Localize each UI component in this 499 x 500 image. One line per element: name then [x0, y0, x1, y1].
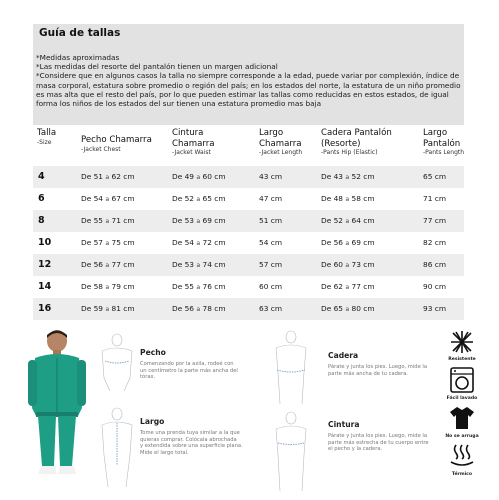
- waist-cell: De 54 a 72 cm: [172, 238, 226, 247]
- pants-length-cell: 93 cm: [423, 304, 447, 313]
- chest-cell: De 59 a 81 cm: [81, 304, 135, 313]
- pants-length-cell: 71 cm: [423, 194, 447, 203]
- chest-cell: De 58 a 79 cm: [81, 282, 135, 291]
- washing-machine-icon: [449, 367, 475, 393]
- chest-silhouette-icon: [96, 333, 138, 393]
- hip-cell: De 52 a 64 cm: [321, 216, 375, 225]
- care-label-termico: Térmico: [451, 472, 473, 477]
- hip-cell: De 60 a 73 cm: [321, 260, 375, 269]
- hip-cell: De 48 a 58 cm: [321, 194, 375, 203]
- chest-cell: De 54 a 67 cm: [81, 194, 135, 203]
- measurement-guide: [0, 325, 499, 500]
- care-label-resistente: Resistente: [448, 357, 476, 362]
- waist-cell: De 53 a 74 cm: [172, 260, 226, 269]
- guide-text-pecho: Comenzando por la axila, rodeé con un centímetro la parte más ancha del tórax.: [140, 361, 238, 381]
- size-cell: 4: [38, 171, 45, 182]
- table-header: [33, 125, 464, 166]
- column-header-size: Talla -Size: [37, 128, 57, 146]
- waist-cell: De 49 a 60 cm: [172, 172, 226, 181]
- column-header-jacket-length: Largo Chamarra -Jacket Length: [259, 128, 303, 156]
- size-cell: 10: [38, 237, 52, 248]
- column-header-jacket-waist: Cintura Chamarra -Jacket Waist: [172, 128, 215, 156]
- waist-cell: De 55 a 76 cm: [172, 282, 226, 291]
- hip-cell: De 56 a 69 cm: [321, 238, 375, 247]
- chest-cell: De 56 a 77 cm: [81, 260, 135, 269]
- hip-cell: De 65 a 80 cm: [321, 304, 375, 313]
- length-silhouette-icon: [96, 407, 138, 489]
- size-cell: 14: [38, 281, 52, 292]
- pants-length-cell: 86 cm: [423, 260, 447, 269]
- waist-cell: De 56 a 78 cm: [172, 304, 226, 313]
- table-row: [33, 188, 464, 210]
- guide-text-largo: Tome una prenda tuya similar a la que quieras comprar. Colócala abrochada y extendida sobre una superficie plana. Mide el largo total.: [140, 430, 243, 456]
- note-line: *Medidas aproximadas: [36, 53, 120, 62]
- guide-title-pecho: Pecho: [140, 348, 166, 357]
- waist-cell: De 53 a 69 cm: [172, 216, 226, 225]
- hip-cell: De 62 a 77 cm: [321, 282, 375, 291]
- jacket-length-cell: 47 cm: [259, 194, 283, 203]
- care-label-no-se-arruga: No se arruga: [445, 434, 479, 439]
- chest-cell: De 51 a 62 cm: [81, 172, 135, 181]
- guide-text-cintura: Párate y junta los pies. Luego, mide la parte más estrecha de tu cuerpo entre el pecho y la cadera.: [328, 433, 429, 453]
- guide-title-largo: Largo: [140, 417, 165, 426]
- note-line: masa corporal, estatura sobre promedio o región del país; en los estados del norte, la estatura de un niño promedio: [36, 80, 461, 90]
- pants-length-cell: 90 cm: [423, 282, 447, 291]
- waist-cell: De 52 a 65 cm: [172, 194, 226, 203]
- fabric-icon: [449, 329, 475, 355]
- jacket-length-cell: 54 cm: [259, 238, 283, 247]
- note-line: *Considere que en algunos casos la talla no siempre corresponde a la edad, puede variar por complexión, índice de: [36, 71, 460, 81]
- shirt-icon: [449, 405, 475, 431]
- jacket-length-cell: 60 cm: [259, 282, 283, 291]
- chest-cell: De 55 a 71 cm: [81, 216, 135, 225]
- guide-title-cintura: Cintura: [328, 420, 360, 429]
- size-guide-header: [33, 24, 464, 125]
- jacket-length-cell: 57 cm: [259, 260, 283, 269]
- pants-length-cell: 77 cm: [423, 216, 447, 225]
- pants-length-cell: 82 cm: [423, 238, 447, 247]
- table-row: [33, 298, 464, 320]
- note-line: forma los niños de los estados del sur tienen una estatura promedio mas baja: [36, 99, 322, 109]
- size-cell: 16: [38, 303, 52, 314]
- table-row: [33, 232, 464, 254]
- waist-silhouette-icon: [262, 411, 320, 493]
- table-row: [33, 210, 464, 232]
- care-label-facil-lavado: Fácil lavado: [446, 396, 478, 401]
- table-row: [33, 166, 464, 188]
- guide-title-cadera: Cadera: [328, 351, 359, 360]
- jacket-length-cell: 43 cm: [259, 172, 283, 181]
- size-table: [33, 125, 464, 321]
- guide-text-cadera: Párate y junta los pies. Luego, mide la parte más ancha de tu cadera.: [328, 364, 428, 377]
- hip-silhouette-icon: [262, 330, 320, 406]
- hip-cell: De 43 a 52 cm: [321, 172, 375, 181]
- thermal-icon: [449, 443, 475, 469]
- chest-cell: De 57 a 75 cm: [81, 238, 135, 247]
- jacket-length-cell: 51 cm: [259, 216, 283, 225]
- column-header-pants-hip: Cadera Pantalón (Resorte) -Pants Hip (Elastic): [321, 128, 392, 156]
- page-title: Guía de tallas: [39, 27, 121, 39]
- size-cell: 12: [38, 259, 52, 270]
- table-row: [33, 254, 464, 276]
- child-model-image: [18, 328, 96, 476]
- size-cell: 8: [38, 215, 45, 226]
- jacket-length-cell: 63 cm: [259, 304, 283, 313]
- table-row: [33, 276, 464, 298]
- column-header-jacket-chest: Pecho Chamarra -Jacket Chest: [81, 135, 152, 153]
- note-line: es mas alta que el resto del país, por lo que pueden estimar las tallas como reducidas en estos estados, de igual: [36, 89, 449, 99]
- pants-length-cell: 65 cm: [423, 172, 447, 181]
- column-header-pants-length: Largo Pantalón -Pants Length: [423, 128, 465, 156]
- size-cell: 6: [38, 193, 45, 204]
- notes: [36, 53, 464, 108]
- note-line: *Las medidas del resorte del pantalón tienen un margen adicional: [36, 62, 278, 72]
